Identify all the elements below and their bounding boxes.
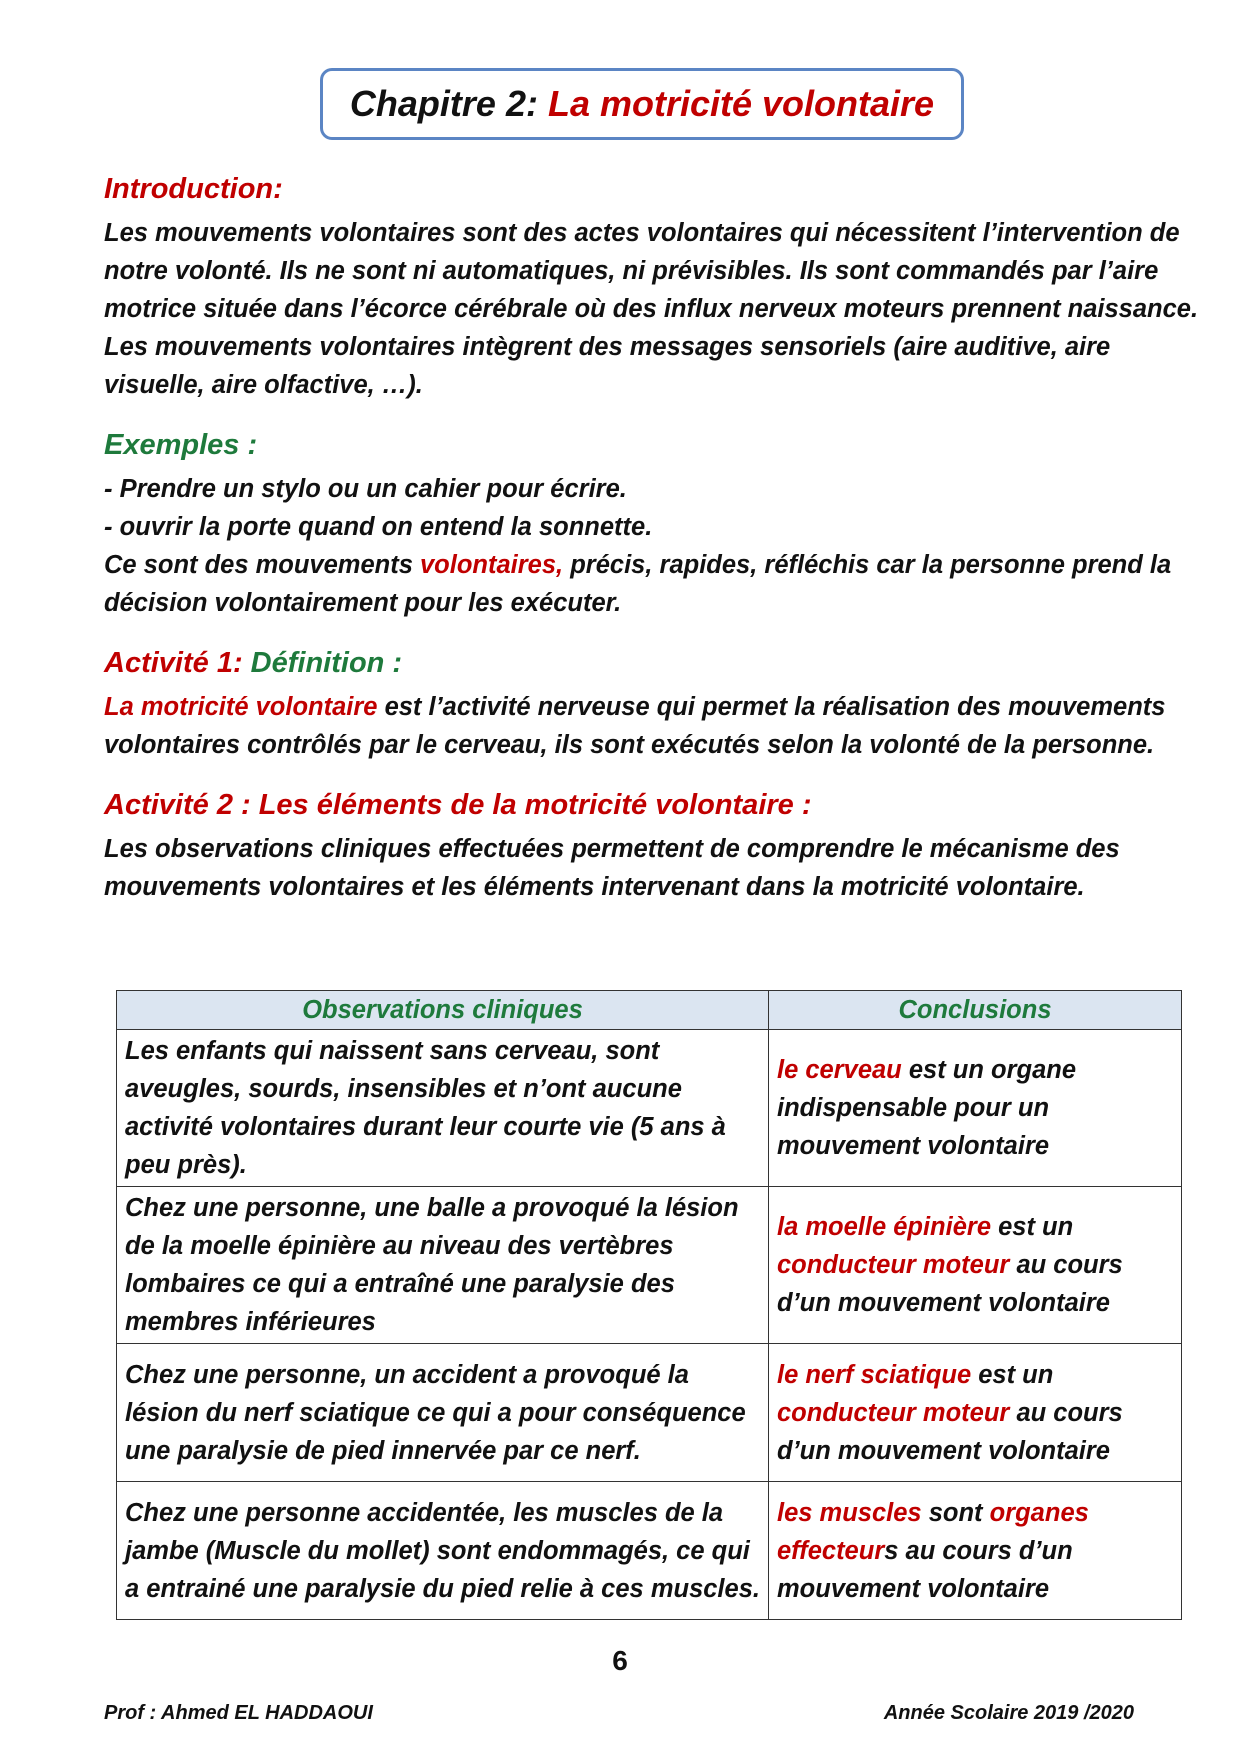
observation-cell: Chez une personne, un accident a provoqué la lésion du nerf sciatique ce qui a pour conséquence une paralysie de pied innervée par ce nerf. <box>117 1344 769 1482</box>
conclusion-text: est un <box>991 1213 1074 1241</box>
conclusion-cell <box>769 1344 1182 1482</box>
activity1-text: est l’activité nerveuse qui permet la réalisation des mouvements volontaires contrôlés par le cerveau, ils sont exécutés selon la volonté de la personne. <box>104 693 1166 759</box>
activity2-text: Les observations cliniques effectuées permettent de comprendre le mécanisme des mouvements volontaires et les éléments intervenant dans la motricité volontaire. <box>104 835 1120 901</box>
conclusion-text-2: s au cours d’un mouvement volontaire <box>777 1536 1073 1603</box>
conclusion-cell <box>769 1030 1182 1187</box>
activity1-definition <box>104 688 1204 764</box>
observation-cell: Les enfants qui naissent sans cerveau, sont aveugles, sourds, insensibles et n’ont aucune activité volontaires durant leur courte vie (5 ans à peu près). <box>117 1030 769 1187</box>
chapter-title: La motricité volontaire <box>547 83 935 124</box>
intro-heading: Introduction: <box>104 173 283 205</box>
footer-year: Année Scolaire 2019 /2020 <box>883 1702 1134 1724</box>
page-number: 6 <box>612 1645 628 1676</box>
conclusion-term: les muscles <box>777 1498 922 1527</box>
activity1-heading <box>104 644 1204 682</box>
activity1-section <box>104 644 1204 764</box>
observation-cell: Chez une personne accidentée, les muscles de la jambe (Muscle du mollet) sont endommagés, ce qui a entrainé une paralysie du pied relie à ces muscles. <box>117 1482 769 1620</box>
conclusion-text-2: au cours d’un mouvement volontaire <box>777 1251 1123 1317</box>
chapter-title-box <box>320 68 964 140</box>
examples-heading: Exemples : <box>104 429 258 461</box>
table-row <box>117 1187 1182 1344</box>
conclusion-text: sont <box>921 1498 990 1527</box>
intro-section <box>104 170 1204 404</box>
table-row <box>117 1482 1182 1620</box>
conclusion-term-2: conducteur moteur <box>777 1251 1010 1279</box>
examples-section <box>104 426 1204 622</box>
conclusion-term: la moelle épinière <box>777 1213 992 1241</box>
conclusion-term-2: organes effecteur <box>777 1498 1089 1565</box>
example-item-1: - Prendre un stylo ou un cahier pour écrire. <box>104 475 627 503</box>
footer-author: Prof : Ahmed EL HADDAOUI <box>104 1702 373 1724</box>
main-content <box>104 170 1204 928</box>
table-header-conclusions: Conclusions <box>769 991 1182 1030</box>
activity1-label: Activité 1: <box>104 647 243 679</box>
conclusion-cell <box>769 1482 1182 1620</box>
chapter-number: Chapitre 2: <box>349 83 538 124</box>
activity1-term: La motricité volontaire <box>104 693 378 721</box>
activity2-heading: Activité 2 : Les éléments de la motricité volontaire : <box>104 789 812 821</box>
observation-cell: Chez une personne, une balle a provoqué la lésion de la moelle épinière au niveau des vertèbres lombaires ce qui a entraîné une paralysie des membres inférieures <box>117 1187 769 1344</box>
intro-paragraph-1: Les mouvements volontaires sont des actes volontaires qui nécessitent l’intervention de notre volonté. Ils ne sont ni automatiques, ni prévisibles. Ils sont commandés par l’aire motrice située dans l’écorce cérébrale où des influx nerveux moteurs prennent naissance. <box>104 219 1199 323</box>
conclusion-cell <box>769 1187 1182 1344</box>
table-header-observations: Observations cliniques <box>117 991 769 1030</box>
examples-conclusion <box>104 546 1204 622</box>
conclusion-term: le nerf sciatique <box>777 1360 972 1389</box>
conclusion-term-2: conducteur moteur <box>777 1398 1010 1427</box>
observations-table <box>116 990 1182 1620</box>
table-row <box>117 1030 1182 1187</box>
examples-conclusion-a: Ce sont des mouvements <box>104 551 420 579</box>
examples-conclusion-highlight: volontaires, <box>420 551 564 579</box>
activity1-title: Définition : <box>250 647 403 679</box>
table-header-row <box>117 991 1182 1030</box>
intro-paragraph-2: Les mouvements volontaires intègrent des messages sensoriels (aire auditive, aire visuelle, aire olfactive, …). <box>104 333 1111 399</box>
activity2-section <box>104 786 1204 906</box>
example-item-2: - ouvrir la porte quand on entend la sonnette. <box>104 513 653 541</box>
conclusion-text: est un organe indispensable pour un mouvement volontaire <box>777 1056 1077 1160</box>
examples-conclusion-b: précis, rapides, réfléchis car la personne prend la décision volontairement pour les exécuter. <box>104 551 1172 617</box>
conclusion-text-2: au cours d’un mouvement volontaire <box>777 1398 1123 1465</box>
conclusion-term: le cerveau <box>777 1056 902 1084</box>
table-row <box>117 1344 1182 1482</box>
conclusion-text: est un <box>971 1360 1054 1389</box>
